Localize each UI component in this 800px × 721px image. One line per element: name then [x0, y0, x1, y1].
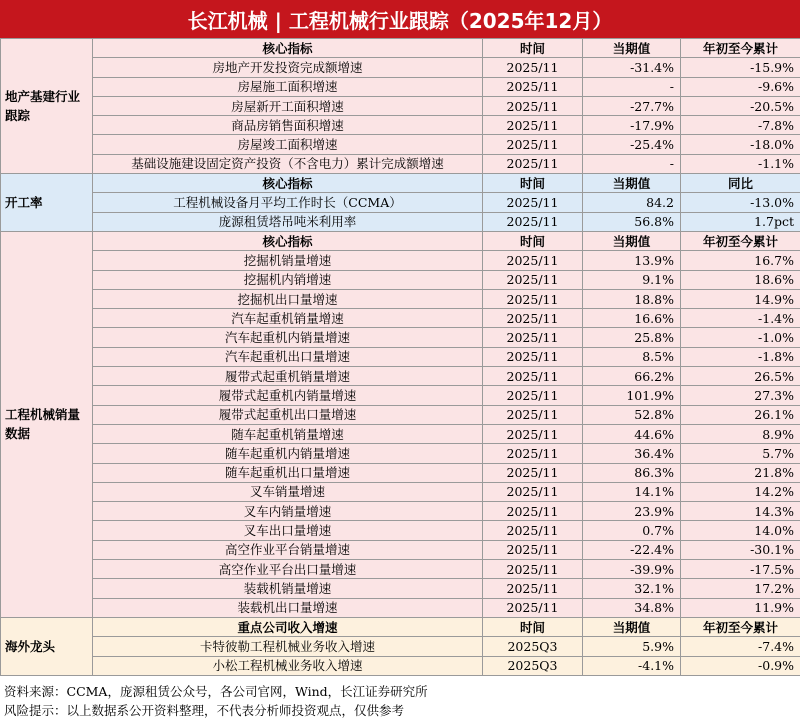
indicator-name: 随车起重机销量增速 — [93, 424, 483, 443]
current-value: 32.1% — [583, 579, 681, 598]
indicator-name: 卡特彼勒工程机械业务收入增速 — [93, 637, 483, 656]
column-header: 核心指标 — [93, 39, 483, 58]
period: 2025/11 — [483, 135, 583, 154]
cumulative-value: -0.9% — [681, 656, 800, 675]
indicator-name: 履带式起重机销量增速 — [93, 367, 483, 386]
indicator-name: 随车起重机内销量增速 — [93, 444, 483, 463]
period: 2025/11 — [483, 560, 583, 579]
indicator-table — [0, 38, 800, 676]
cumulative-value: 26.5% — [681, 367, 800, 386]
table-row — [1, 58, 800, 77]
table-row — [1, 444, 800, 463]
current-value: 13.9% — [583, 251, 681, 270]
table-row — [1, 328, 800, 347]
current-value: 52.8% — [583, 405, 681, 424]
current-value: -25.4% — [583, 135, 681, 154]
period: 2025Q3 — [483, 656, 583, 675]
table-row — [1, 482, 800, 501]
cumulative-value: 16.7% — [681, 251, 800, 270]
indicator-name: 小松工程机械业务收入增速 — [93, 656, 483, 675]
cumulative-value: -1.8% — [681, 347, 800, 366]
table-row — [1, 502, 800, 521]
current-value: 36.4% — [583, 444, 681, 463]
column-header: 同比 — [681, 174, 800, 193]
table-row — [1, 367, 800, 386]
current-value: 56.8% — [583, 212, 681, 231]
table-row — [1, 96, 800, 115]
period: 2025/11 — [483, 521, 583, 540]
indicator-name: 履带式起重机内销量增速 — [93, 386, 483, 405]
indicator-name: 高空作业平台销量增速 — [93, 540, 483, 559]
section-header-row — [1, 39, 800, 58]
column-header: 年初至今累计 — [681, 617, 800, 636]
current-value: 16.6% — [583, 309, 681, 328]
indicator-name: 高空作业平台出口量增速 — [93, 560, 483, 579]
indicator-name: 房地产开发投资完成额增速 — [93, 58, 483, 77]
column-header: 年初至今累计 — [681, 39, 800, 58]
indicator-name: 叉车内销量增速 — [93, 502, 483, 521]
section-label: 地产基建行业跟踪 — [1, 39, 93, 174]
column-header: 时间 — [483, 39, 583, 58]
cumulative-value: 14.0% — [681, 521, 800, 540]
current-value: -39.9% — [583, 560, 681, 579]
indicator-name: 房屋施工面积增速 — [93, 77, 483, 96]
current-value: 18.8% — [583, 289, 681, 308]
period: 2025/11 — [483, 309, 583, 328]
cumulative-value: 1.7pct — [681, 212, 800, 231]
cumulative-value: -7.8% — [681, 116, 800, 135]
table-row — [1, 193, 800, 212]
current-value: 14.1% — [583, 482, 681, 501]
column-header: 当期值 — [583, 39, 681, 58]
table-row — [1, 560, 800, 579]
cumulative-value: 26.1% — [681, 405, 800, 424]
period: 2025/11 — [483, 116, 583, 135]
period: 2025/11 — [483, 502, 583, 521]
indicator-name: 工程机械设备月平均工作时长（CCMA） — [93, 193, 483, 212]
period: 2025Q3 — [483, 637, 583, 656]
cumulative-value: 5.7% — [681, 444, 800, 463]
cumulative-value: -30.1% — [681, 540, 800, 559]
cumulative-value: -15.9% — [681, 58, 800, 77]
current-value: -22.4% — [583, 540, 681, 559]
indicator-name: 履带式起重机出口量增速 — [93, 405, 483, 424]
source-note: 资料来源：CCMA，庞源租赁公众号，各公司官网，Wind，长江证券研究所 — [4, 684, 428, 699]
column-header: 重点公司收入增速 — [93, 617, 483, 636]
cumulative-value: 14.9% — [681, 289, 800, 308]
section-label: 开工率 — [1, 174, 93, 232]
indicator-name: 叉车出口量增速 — [93, 521, 483, 540]
column-header: 当期值 — [583, 174, 681, 193]
column-header: 当期值 — [583, 231, 681, 250]
period: 2025/11 — [483, 347, 583, 366]
cumulative-value: -17.5% — [681, 560, 800, 579]
table-row — [1, 77, 800, 96]
cumulative-value: -20.5% — [681, 96, 800, 115]
period: 2025/11 — [483, 386, 583, 405]
current-value: 23.9% — [583, 502, 681, 521]
table-row — [1, 405, 800, 424]
section-header-row — [1, 617, 800, 636]
current-value: 25.8% — [583, 328, 681, 347]
table-row — [1, 270, 800, 289]
period: 2025/11 — [483, 463, 583, 482]
table-row — [1, 463, 800, 482]
period: 2025/11 — [483, 367, 583, 386]
period: 2025/11 — [483, 424, 583, 443]
current-value: 9.1% — [583, 270, 681, 289]
table-row — [1, 386, 800, 405]
cumulative-value: -18.0% — [681, 135, 800, 154]
cumulative-value: -1.1% — [681, 154, 800, 173]
period: 2025/11 — [483, 193, 583, 212]
period: 2025/11 — [483, 482, 583, 501]
indicator-name: 汽车起重机出口量增速 — [93, 347, 483, 366]
indicator-name: 随车起重机出口量增速 — [93, 463, 483, 482]
table-row — [1, 289, 800, 308]
cumulative-value: 27.3% — [681, 386, 800, 405]
indicator-name: 汽车起重机销量增速 — [93, 309, 483, 328]
section-header-row — [1, 231, 800, 250]
period: 2025/11 — [483, 444, 583, 463]
risk-note: 风险提示：以上数据系公开资料整理，不代表分析师投资观点，仅供参考 — [4, 703, 405, 718]
indicator-name: 庞源租赁塔吊吨米利用率 — [93, 212, 483, 231]
current-value: 84.2 — [583, 193, 681, 212]
indicator-name: 汽车起重机内销量增速 — [93, 328, 483, 347]
table-row — [1, 598, 800, 617]
table-row — [1, 116, 800, 135]
table-row — [1, 521, 800, 540]
period: 2025/11 — [483, 154, 583, 173]
cumulative-value: 21.8% — [681, 463, 800, 482]
period: 2025/11 — [483, 598, 583, 617]
period: 2025/11 — [483, 212, 583, 231]
period: 2025/11 — [483, 328, 583, 347]
column-header: 时间 — [483, 617, 583, 636]
current-value: -4.1% — [583, 656, 681, 675]
table-row — [1, 347, 800, 366]
indicator-name: 叉车销量增速 — [93, 482, 483, 501]
indicator-name: 房屋新开工面积增速 — [93, 96, 483, 115]
cumulative-value: 14.2% — [681, 482, 800, 501]
period: 2025/11 — [483, 58, 583, 77]
cumulative-value: -1.4% — [681, 309, 800, 328]
indicator-name: 房屋竣工面积增速 — [93, 135, 483, 154]
indicator-name: 挖掘机销量增速 — [93, 251, 483, 270]
section-header-row — [1, 174, 800, 193]
current-value: - — [583, 77, 681, 96]
cumulative-value: -7.4% — [681, 637, 800, 656]
current-value: -17.9% — [583, 116, 681, 135]
indicator-name: 挖掘机出口量增速 — [93, 289, 483, 308]
cumulative-value: 14.3% — [681, 502, 800, 521]
cumulative-value: -9.6% — [681, 77, 800, 96]
period: 2025/11 — [483, 540, 583, 559]
cumulative-value: -1.0% — [681, 328, 800, 347]
column-header: 年初至今累计 — [681, 231, 800, 250]
indicator-name: 基础设施建设固定资产投资（不含电力）累计完成额增速 — [93, 154, 483, 173]
period: 2025/11 — [483, 405, 583, 424]
period: 2025/11 — [483, 289, 583, 308]
cumulative-value: 18.6% — [681, 270, 800, 289]
cumulative-value: 8.9% — [681, 424, 800, 443]
report-title: 长江机械 | 工程机械行业跟踪（2025年12月） — [0, 0, 800, 38]
table-row — [1, 251, 800, 270]
current-value: -31.4% — [583, 58, 681, 77]
current-value: 101.9% — [583, 386, 681, 405]
column-header: 时间 — [483, 231, 583, 250]
indicator-name: 装载机销量增速 — [93, 579, 483, 598]
current-value: -27.7% — [583, 96, 681, 115]
current-value: 44.6% — [583, 424, 681, 443]
current-value: - — [583, 154, 681, 173]
table-row — [1, 212, 800, 231]
column-header: 时间 — [483, 174, 583, 193]
cumulative-value: 17.2% — [681, 579, 800, 598]
table-row — [1, 579, 800, 598]
current-value: 34.8% — [583, 598, 681, 617]
period: 2025/11 — [483, 96, 583, 115]
column-header: 核心指标 — [93, 231, 483, 250]
cumulative-value: 11.9% — [681, 598, 800, 617]
table-row — [1, 637, 800, 656]
period: 2025/11 — [483, 251, 583, 270]
period: 2025/11 — [483, 77, 583, 96]
current-value: 8.5% — [583, 347, 681, 366]
indicator-name: 装载机出口量增速 — [93, 598, 483, 617]
period: 2025/11 — [483, 270, 583, 289]
current-value: 86.3% — [583, 463, 681, 482]
cumulative-value: -13.0% — [681, 193, 800, 212]
table-row — [1, 540, 800, 559]
current-value: 0.7% — [583, 521, 681, 540]
section-label: 工程机械销量数据 — [1, 231, 93, 617]
section-label: 海外龙头 — [1, 617, 93, 675]
table-row — [1, 309, 800, 328]
indicator-name: 挖掘机内销增速 — [93, 270, 483, 289]
indicator-name: 商品房销售面积增速 — [93, 116, 483, 135]
table-row — [1, 135, 800, 154]
table-row — [1, 154, 800, 173]
column-header: 核心指标 — [93, 174, 483, 193]
period: 2025/11 — [483, 579, 583, 598]
table-row — [1, 656, 800, 675]
current-value: 66.2% — [583, 367, 681, 386]
column-header: 当期值 — [583, 617, 681, 636]
current-value: 5.9% — [583, 637, 681, 656]
table-row — [1, 424, 800, 443]
